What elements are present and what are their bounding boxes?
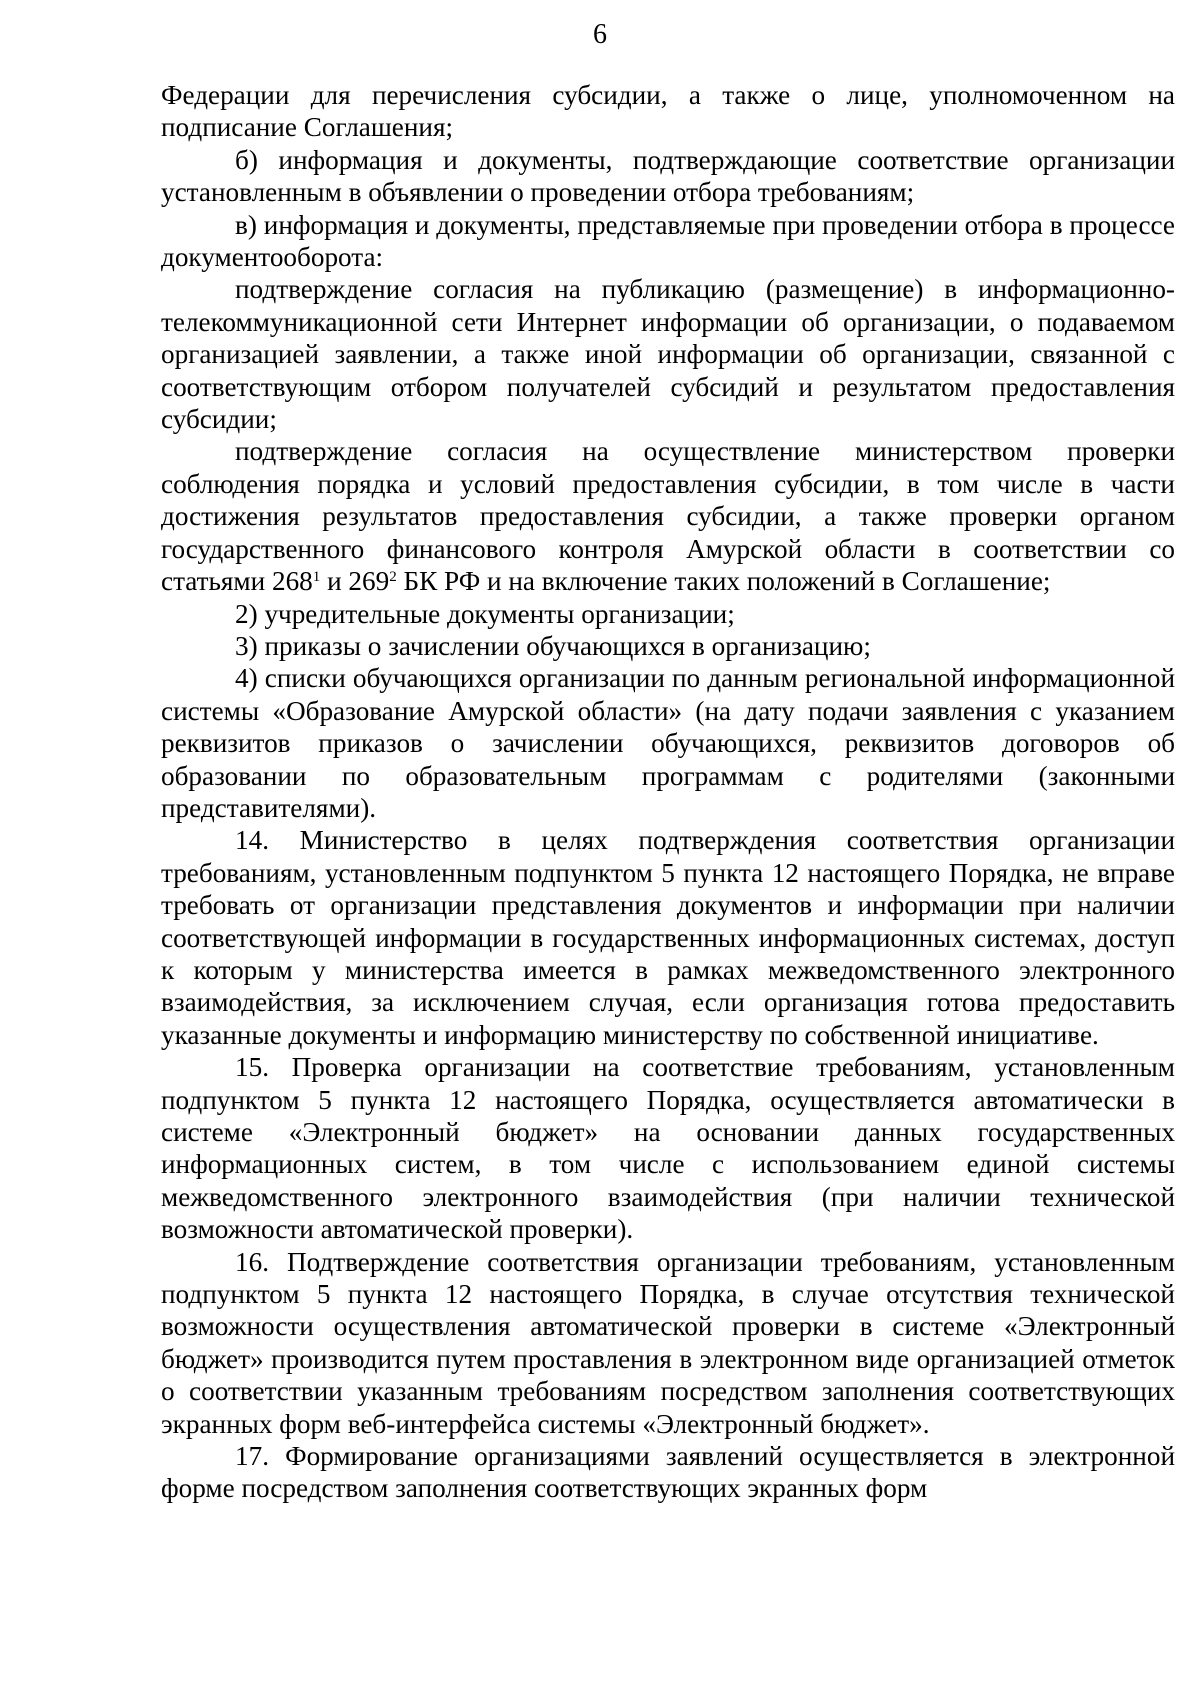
superscript-article-269: 2 (389, 569, 397, 586)
superscript-article-268: 1 (312, 569, 321, 586)
paragraph-item-b: б) информация и документы, подтверждающие соответствие организации установленным в объявлении о проведении отбора требованиям; (161, 144, 1175, 208)
paragraph-section-14: 14. Министерство в целях подтверждения соответствия организации требованиям, установленным подпунктом 5 пункта 12 настоящего Порядка, не вправе требовать от организации представления документов и информации при наличии соответствующей информации в государственных информационных системах, доступ к которым у министерства имеется в рамках межведомственного электронного взаимодействия, за исключением случая, если организация готова предоставить указанные документы и информацию министерству по собственной инициативе. (161, 825, 1175, 1050)
paragraph-section-16: 16. Подтверждение соответствия организации требованиям, установленным подпунктом 5 пункта 12 настоящего Порядка, в случае отсутствия технической возможности осуществления автоматической проверки в системе «Электронный бюджет» производится путем проставления в электронном виде организацией отметок о соответствии указанным требованиям посредством заполнения соответствующих экранных форм веб-интерфейса системы «Электронный бюджет». (161, 1246, 1175, 1439)
inspection-consent-text-3: БК РФ и на включение таких положений в Соглашение; (396, 566, 1051, 597)
paragraph-item-2: 2) учредительные документы организации; (235, 598, 735, 629)
page-number: 6 (593, 19, 607, 50)
paragraph-section-17: 17. Формирование организациями заявлений осуществляется в электронной форме посредством заполнения соответствующих экранных форм (161, 1441, 1175, 1504)
inspection-consent-text-2: и 269 (320, 566, 390, 597)
document-body (161, 79, 1175, 1505)
paragraph-item-v: в) информация и документы, представляемые при проведении отбора в процессе документооборота: (161, 209, 1175, 273)
paragraph-section-15: 15. Проверка организации на соответствие требованиям, установленным подпунктом 5 пункта 12 настоящего Порядка, осуществляется автоматически в системе «Электронный бюджет» на основании данных государственных информационных систем, в том числе с использованием единой системы межведомственного электронного взаимодействия (при наличии технической возможности автоматической проверки). (161, 1052, 1175, 1245)
paragraph-item-3: 3) приказы о зачислении обучающихся в организацию; (235, 630, 871, 661)
paragraph-publication-consent: подтверждение согласия на публикацию (размещение) в информационно-телекоммуникационной сети Интернет информации об организации, о подаваемом организацией заявлении, а также иной информации об организации, связанной с соответствующим отбором получателей субсидий и результатом предоставления субсидии; (161, 274, 1175, 435)
paragraph-inspection-consent (161, 435, 1175, 597)
inspection-consent-text: подтверждение согласия на осуществление министерством проверки соблюдения порядка и условий предоставления субсидии, в том числе в части достижения результатов предоставления субсидии, а также проверки органом государственного финансового контроля Амурской области в соответствии со статьями 268 (161, 436, 1175, 597)
paragraph-item-4: 4) списки обучающихся организации по данным региональной информационной системы «Образование Амурской области» (на дату подачи заявления с указанием реквизитов приказов о зачислении обучающихся, реквизитов договоров об образовании по образовательным программам с родителями (законными представителями). (161, 663, 1175, 823)
paragraph-continuation: Федерации для перечисления субсидии, а также о лице, уполномоченном на подписание Соглашения; (161, 80, 1175, 143)
